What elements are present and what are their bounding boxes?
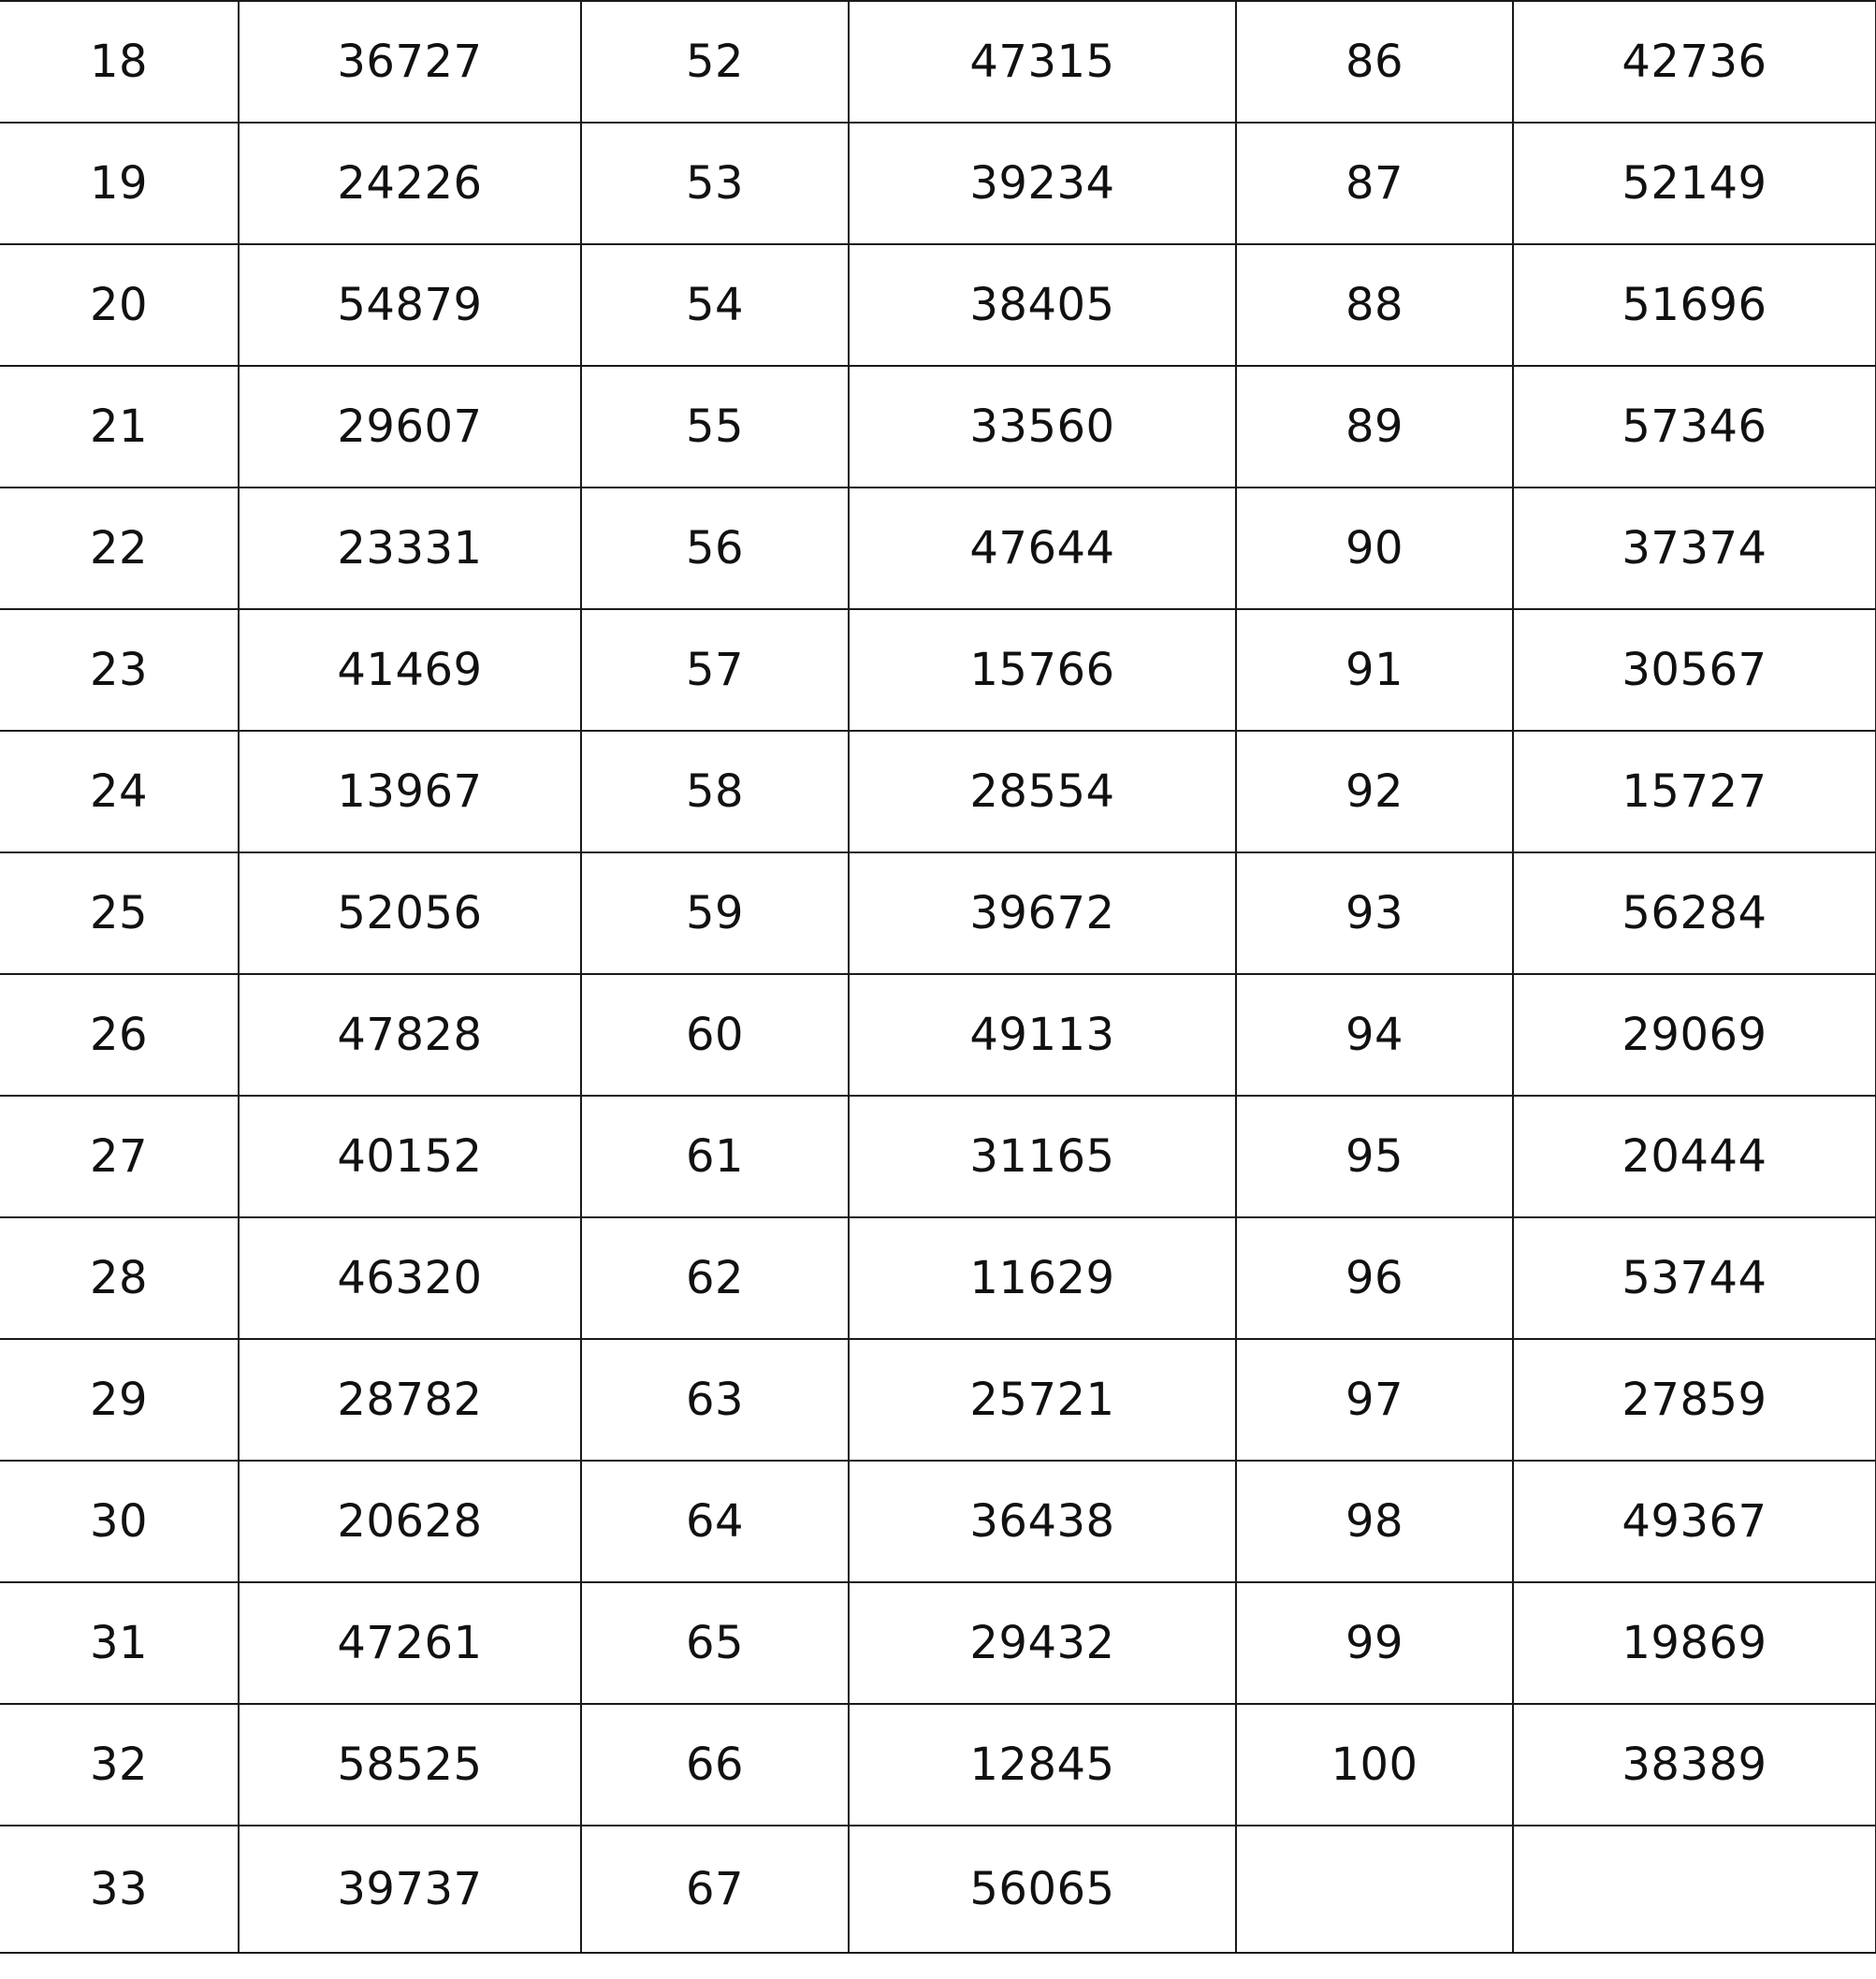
table-cell [1513,1826,1876,1953]
table-cell: 28782 [239,1339,581,1461]
table-cell: 11629 [849,1217,1236,1339]
table-cell: 30567 [1513,609,1876,731]
table-cell: 23 [0,609,239,731]
table-cell: 57346 [1513,366,1876,487]
table-row [0,1826,1876,1953]
table-cell: 31165 [849,1096,1236,1217]
table-cell: 65 [581,1582,849,1704]
table-cell: 38389 [1513,1704,1876,1826]
table-cell: 89 [1236,366,1513,487]
table-cell: 25721 [849,1339,1236,1461]
table-cell: 37374 [1513,487,1876,609]
table-row [0,1461,1876,1582]
table-cell: 88 [1236,244,1513,366]
table-cell: 94 [1236,974,1513,1096]
table-row [0,366,1876,487]
table-row [0,1704,1876,1826]
table-cell: 47261 [239,1582,581,1704]
table-cell: 21 [0,366,239,487]
table-cell: 97 [1236,1339,1513,1461]
table-cell: 22 [0,487,239,609]
table-cell: 31 [0,1582,239,1704]
table-cell: 19869 [1513,1582,1876,1704]
table-cell: 36727 [239,1,581,123]
table-cell: 47315 [849,1,1236,123]
table-cell: 28554 [849,731,1236,852]
table-cell: 56284 [1513,852,1876,974]
table-cell: 27 [0,1096,239,1217]
table-cell: 30 [0,1461,239,1582]
table-cell: 29069 [1513,974,1876,1096]
table-cell: 33560 [849,366,1236,487]
table-cell: 56065 [849,1826,1236,1953]
table-cell: 86 [1236,1,1513,123]
table-body [0,1,1876,1953]
table-cell: 93 [1236,852,1513,974]
table-cell [1236,1826,1513,1953]
table-cell: 53744 [1513,1217,1876,1339]
table-row [0,1217,1876,1339]
table-cell: 54879 [239,244,581,366]
table-cell: 28 [0,1217,239,1339]
table-cell: 36438 [849,1461,1236,1582]
table-cell: 52056 [239,852,581,974]
table-cell: 92 [1236,731,1513,852]
table-row [0,1582,1876,1704]
table-cell: 60 [581,974,849,1096]
table-row [0,1096,1876,1217]
table-cell: 39234 [849,123,1236,244]
table-cell: 51696 [1513,244,1876,366]
table-cell: 47644 [849,487,1236,609]
table-cell: 23331 [239,487,581,609]
table-cell: 52149 [1513,123,1876,244]
table-cell: 32 [0,1704,239,1826]
table-row [0,1,1876,123]
table-cell: 64 [581,1461,849,1582]
table-cell: 61 [581,1096,849,1217]
table-cell: 47828 [239,974,581,1096]
table-row [0,244,1876,366]
table-row [0,852,1876,974]
table-cell: 49367 [1513,1461,1876,1582]
table-cell: 42736 [1513,1,1876,123]
table-cell: 20 [0,244,239,366]
table-row [0,1339,1876,1461]
table-cell: 53 [581,123,849,244]
table-row [0,609,1876,731]
table-cell: 96 [1236,1217,1513,1339]
table-cell: 24 [0,731,239,852]
table-cell: 46320 [239,1217,581,1339]
table-cell: 25 [0,852,239,974]
table-cell: 95 [1236,1096,1513,1217]
table-cell: 26 [0,974,239,1096]
table-cell: 62 [581,1217,849,1339]
table-row [0,123,1876,244]
table-cell: 56 [581,487,849,609]
table-cell: 29 [0,1339,239,1461]
table-row [0,974,1876,1096]
table-cell: 98 [1236,1461,1513,1582]
table-cell: 12845 [849,1704,1236,1826]
table-cell: 18 [0,1,239,123]
table-cell: 24226 [239,123,581,244]
table-cell: 29432 [849,1582,1236,1704]
table-cell: 41469 [239,609,581,731]
table-cell: 33 [0,1826,239,1953]
table-cell: 67 [581,1826,849,1953]
table-cell: 57 [581,609,849,731]
table-cell: 39672 [849,852,1236,974]
table-cell: 27859 [1513,1339,1876,1461]
table-cell: 38405 [849,244,1236,366]
table-cell: 20444 [1513,1096,1876,1217]
table-cell: 40152 [239,1096,581,1217]
table-cell: 20628 [239,1461,581,1582]
table-cell: 58525 [239,1704,581,1826]
table-cell: 91 [1236,609,1513,731]
table-row [0,731,1876,852]
table-cell: 66 [581,1704,849,1826]
table-cell: 29607 [239,366,581,487]
table-cell: 100 [1236,1704,1513,1826]
table-cell: 54 [581,244,849,366]
table-cell: 13967 [239,731,581,852]
table-row [0,487,1876,609]
table-cell: 19 [0,123,239,244]
table-cell: 52 [581,1,849,123]
table-cell: 15727 [1513,731,1876,852]
table-cell: 90 [1236,487,1513,609]
table-cell: 59 [581,852,849,974]
table-cell: 58 [581,731,849,852]
table-cell: 87 [1236,123,1513,244]
table-cell: 55 [581,366,849,487]
table-cell: 39737 [239,1826,581,1953]
table-cell: 15766 [849,609,1236,731]
table-cell: 63 [581,1339,849,1461]
table-cell: 99 [1236,1582,1513,1704]
table-cell: 49113 [849,974,1236,1096]
